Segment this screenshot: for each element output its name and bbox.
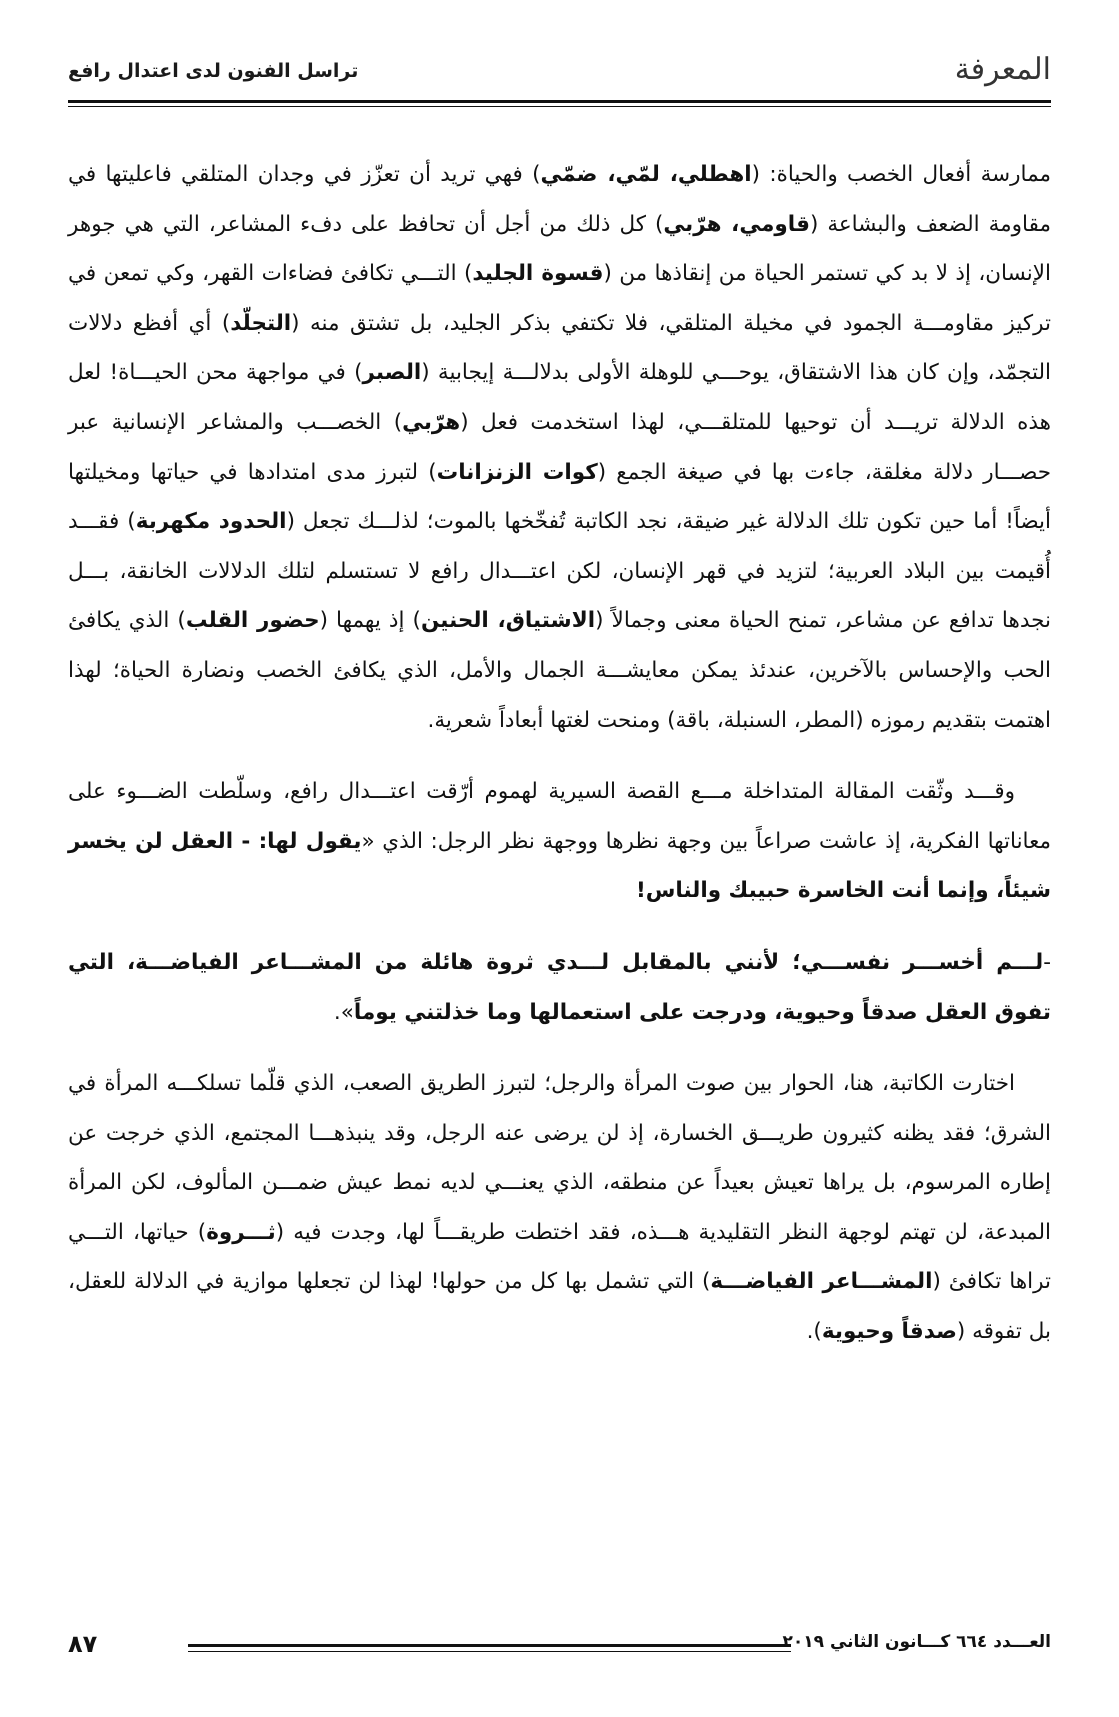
emphasized-text: قسوة الجليد: [472, 261, 604, 287]
emphasized-text: الصبر: [362, 360, 422, 386]
header-rule-thin: [68, 106, 1051, 107]
emphasized-text: كوات الزنزانات: [436, 459, 598, 485]
page-footer: [68, 1630, 1051, 1670]
emphasized-text: حضور القلب: [185, 608, 320, 634]
issue-info: العـــدد ٦٦٤ كـــانون الثاني ٢٠١٩: [782, 1632, 1051, 1652]
text-run: ) لتبرز مدى امتدادها في حياتها ومخيلتها أيضاً! أما حين تكون تلك الدلالة غير ضيقة، نجد الكاتبة تُفخّخها بالموت؛ لذلـــك تجعل (: [68, 459, 1051, 535]
text-run: ) كل ذلك من أجل أن تحافظ على دفء المشاعر، التي هي جوهر الإنسان، إذ لا بد كي تستمر الحياة من إنقاذها من (: [68, 211, 1051, 287]
emphasized-text: صدقاً وحيوية: [821, 1319, 957, 1345]
emphasized-text: اهطلي، لمّي، ضمّي: [540, 162, 752, 187]
magazine-logo: المعرفة: [954, 52, 1051, 87]
emphasized-text: قاومي، هرّبي: [663, 211, 810, 237]
footer-rule: [188, 1644, 791, 1652]
text-run: ) التي تشمل بها كل من حولها! لهذا لن تجعلها موازية في الدلالة للعقل، بل تفوقه (: [68, 1269, 1051, 1345]
running-title: تراسل الفنون لدى اعتدال رافع: [68, 60, 359, 82]
emphasized-text: ثـــروة: [206, 1219, 276, 1245]
page-number: ٨٧: [68, 1630, 98, 1658]
text-run: -: [1043, 949, 1051, 975]
emphasized-text: هرّبي: [402, 409, 461, 435]
header-rule: [68, 100, 1051, 103]
text-run: وقـــد وثّقت المقالة المتداخلة مـــع القصة السيرية لهموم أرّقت اعتـــدال رافع، وسلّطت الضـــوء على معاناتها الفكرية، إذ عاشت صراعاً بين وجهة نظرها ووجهة نظر الرجل: الذي «: [68, 779, 1051, 854]
text-run: ) الذي يكافئ الحب والإحساس بالآخرين، عندئذ يمكن معايشـــة الجمال والأمل، الذي يكافئ الخصب ونضارة الحياة؛ لهذا اهتمت بتقديم رموزه (المطر، السنبلة، باقة) ومنحت لغتها أبعاداً شعرية.: [68, 608, 1051, 733]
paragraph: [68, 767, 1051, 916]
text-run: ).: [806, 1319, 822, 1345]
emphasized-text: الحدود مكهربة: [135, 509, 287, 535]
text-run: ممارسة أفعال الخصب والحياة: (: [751, 162, 1052, 187]
paragraph: [68, 1059, 1051, 1357]
text-run: ) الخصـــب والمشاعر الإنسانية عبر حصـــار دلالة مغلقة، جاءت بها في صيغة الجمع (: [68, 409, 1051, 485]
text-run: ) فقـــد أُقيمت بين البلاد العربية؛ لتزيد في قهر الإنسان، لكن اعتـــدال رافع لا تستسلم لتلك الدلالات الخانقة، بـــل نجدها تدافع عن مشاعر، تمنح الحياة معنى وجمالاً (: [68, 509, 1051, 634]
text-run: ) إذ يهمها (: [319, 608, 421, 634]
paragraph: [68, 150, 1051, 745]
text-run: ) حياتها، التـــي تراها تكافئ (: [68, 1219, 1051, 1295]
emphasized-text: التجلّد: [230, 310, 292, 336]
text-run: ) في مواجهة محن الحيـــاة! لعل هذه الدلالة تريـــد أن توحيها للمتلقـــي، لهذا استخدمت فعل (: [68, 360, 1051, 435]
text-run: ) أي أفظع دلالات التجمّد، وإن كان هذا الاشتقاق، يوحـــي للوهلة الأولى بدلالـــة إيجابية (: [68, 310, 1051, 386]
article-body: [68, 150, 1051, 1379]
text-run: ».: [333, 999, 354, 1025]
emphasized-text: المشـــاعر الفياضـــة: [710, 1269, 933, 1295]
paragraph: [68, 938, 1051, 1037]
text-run: ) التـــي تكافئ فضاءات القهر، وكي تمعن في تركيز مقاومـــة الجمود في مخيلة المتلقي، فلا تكتفي بذكر الجليد، بل تشتق منه (: [68, 261, 1051, 336]
text-run: اختارت الكاتبة، هنا، الحوار بين صوت المرأة والرجل؛ لتبرز الطريق الصعب، الذي قلّما تسلكـــه المرأة في الشرق؛ فقد يظنه كثيرون طريـــق الخسارة، إذ لن يرضى عنه الرجل، وقد ينبذهـــا المجتمع، الذي خرجت عن إطاره المرسوم، بل يراها تعيش بعيداً عن منطقه، الذي يعنـــي لديه نمط عيش ضمـــن المألوف، لكن المرأة المبدعة، لن تهتم لوجهة النظر التقليدية هـــذه، فقد اختطت طريقـــاً لها، وجدت فيه (: [68, 1071, 1051, 1245]
emphasized-text: الاشتياق، الحنين: [420, 608, 596, 634]
emphasized-text: يقول لها: - العقل لن يخسر شيئاً، وإنما أنت الخاسرة حبيبك والناس!: [68, 828, 1051, 904]
emphasized-text: لـــم أخســـر نفســـي؛ لأنني بالمقابل لـــدي ثروة هائلة من المشـــاعر الفياضـــة، التي تفوق العقل صدقاً وحيوية، ودرجت على استعمالها وما خذلتني يوماً: [68, 949, 1051, 1025]
text-run: ) فهي تريد أن تعزّز في وجدان المتلقي فاعليتها في مقاومة الضعف والبشاعة (: [68, 162, 1051, 237]
page-header: [68, 38, 1051, 104]
